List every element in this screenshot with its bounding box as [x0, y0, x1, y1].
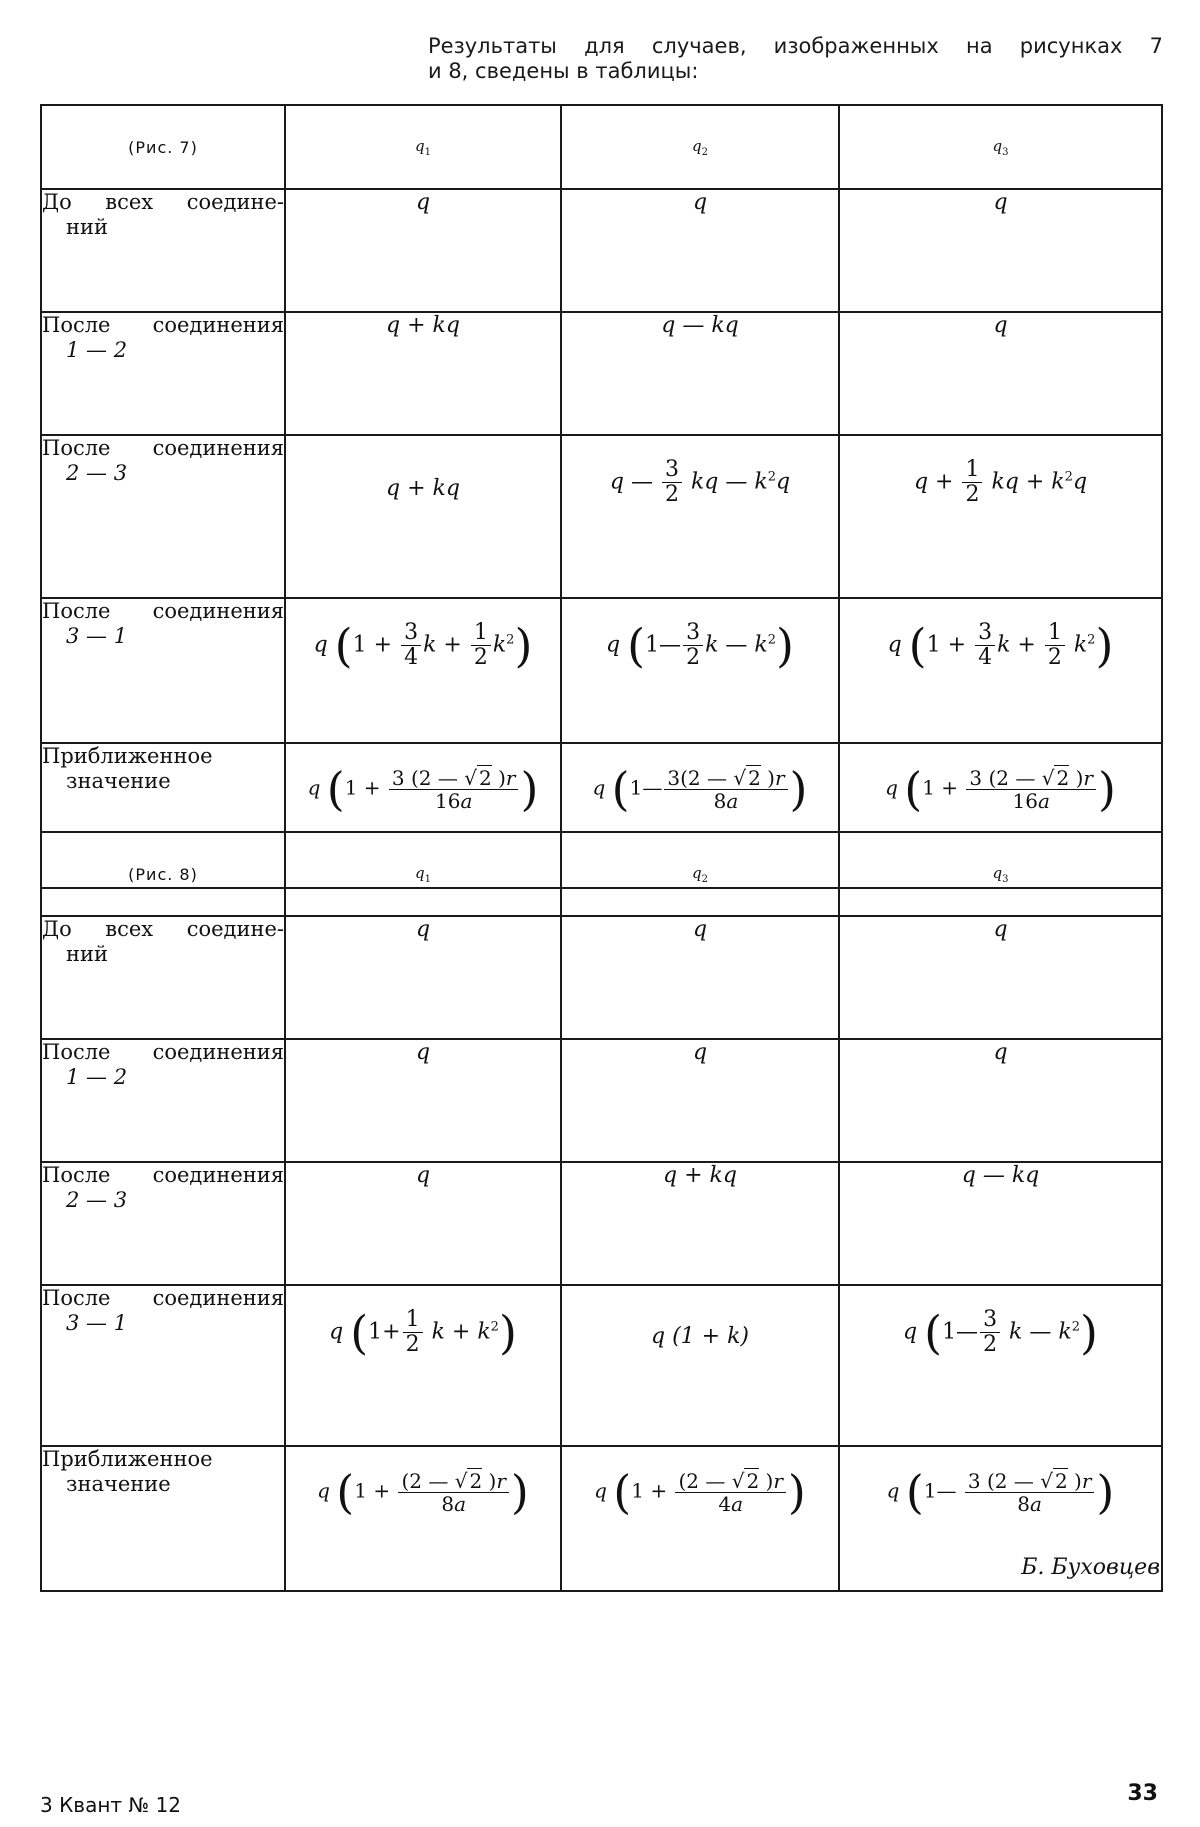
table-cell: [561, 1446, 839, 1591]
table-label: (Рис. 7): [128, 137, 198, 157]
formula: q (1— $\frac{3(2 — √ 2 )r}{8a}$ ): [592, 762, 808, 816]
table-cell: q: [561, 189, 839, 312]
column-header-q2: $q_2$: [561, 105, 839, 189]
row-label: После соединения 3 — 1: [41, 1285, 285, 1446]
table-cell: q: [561, 916, 839, 1039]
table-label: (Рис. 8): [128, 864, 198, 884]
table-cell: q + kq: [285, 312, 561, 435]
column-header-q1: $q_1$: [285, 105, 561, 189]
formula: q — $\frac{3}{2}$ kq — $k^2q$: [609, 457, 791, 508]
table-cell: q: [839, 916, 1162, 1039]
table-label-cell: [41, 105, 285, 189]
table-cell: q: [839, 1039, 1162, 1162]
footer-issue: 3 Квант № 12: [40, 1793, 182, 1817]
table-cell: q (1 + k): [561, 1285, 839, 1446]
table-cell: [561, 598, 839, 743]
column-header-q2: $q_2$: [561, 832, 839, 916]
intro-line-1: Результаты для случаев, изображенных на рисунках 7: [428, 34, 1163, 58]
page-number: 33: [1127, 1781, 1158, 1806]
table-cell: [839, 1285, 1162, 1446]
table-cell: q: [561, 1039, 839, 1162]
table-header-row: [41, 832, 1162, 916]
row-label: До всех соедине- ний: [41, 189, 285, 312]
column-header-q3: $q_3$: [839, 832, 1162, 916]
row-label: Приближенное значение: [41, 1446, 285, 1591]
table-cell: [839, 598, 1162, 743]
table-cell: q: [839, 312, 1162, 435]
formula: q (1— $\frac{3}{2}$ k — $k^2$): [903, 1305, 1098, 1360]
row-label: До всех соедине- ний: [41, 916, 285, 1039]
table-row: [41, 1446, 1162, 1591]
formula: q (1— $\frac{3}{2}$ k — $k^2$): [606, 618, 794, 673]
table-row: [41, 1039, 1162, 1162]
formula: q (1 + $\frac{3}{4}$ k + $\frac{1}{2}$ $k^2$): [887, 618, 1114, 673]
table-cell: q + kq: [561, 1162, 839, 1285]
formula: q (1 + $\frac{3 (2 — √ 2 )r}{16a}$ ): [307, 762, 539, 816]
table-label-cell: [41, 832, 285, 916]
table-row: [41, 1162, 1162, 1285]
formula: q (1+ $\frac{1}{2}$ $k + k^2$): [329, 1305, 517, 1360]
table-row: [41, 312, 1162, 435]
formula: q (1 + $\frac{(2 — √ 2 )r}{8a}$ ): [317, 1465, 529, 1519]
table-row: [41, 916, 1162, 1039]
table-cell: q: [285, 189, 561, 312]
row-label: После соединения 2 — 3: [41, 1162, 285, 1285]
table-cell: [285, 1446, 561, 1591]
row-label: После соединения 1 — 2: [41, 312, 285, 435]
row-label: После соединения 3 — 1: [41, 598, 285, 743]
table-cell: q — kq: [839, 1162, 1162, 1285]
table-row: [41, 435, 1162, 598]
formula: q (1 + $\frac{3}{4}$ k + $\frac{1}{2}$ $k^2$): [313, 618, 533, 673]
table-cell: q: [839, 189, 1162, 312]
table-row: [41, 598, 1162, 743]
formula: q (1 + $\frac{(2 — √ 2 )r}{4a}$ ): [594, 1465, 806, 1519]
table-cell: q: [285, 1162, 561, 1285]
row-label: После соединения 2 — 3: [41, 435, 285, 598]
table-cell: q + kq: [285, 435, 561, 598]
formula: q + $\frac{1}{2}$ kq + $k^2q$: [913, 457, 1088, 508]
table-cell: [285, 1285, 561, 1446]
table-row: [41, 1285, 1162, 1446]
table-row: [41, 189, 1162, 312]
table-cell: [839, 435, 1162, 598]
intro-line-2: и 8, сведены в таблицы:: [428, 59, 699, 83]
intro-paragraph: [428, 34, 1163, 84]
results-table-fig7: [40, 104, 1163, 889]
author-signature: Б. Буховцев: [1021, 1555, 1160, 1580]
column-header-q1: $q_1$: [285, 832, 561, 916]
column-header-q3: $q_3$: [839, 105, 1162, 189]
table-cell: [561, 435, 839, 598]
table-cell: [285, 598, 561, 743]
table-cell: q: [285, 1039, 561, 1162]
table-header-row: [41, 105, 1162, 189]
results-table-fig8: [40, 831, 1163, 1592]
formula: q (1— $\frac{3 (2 — √ 2 )r}{8a}$ ): [886, 1465, 1115, 1519]
row-label: Приближенное значение: [41, 743, 285, 888]
table-cell: q — kq: [561, 312, 839, 435]
table-cell: q: [285, 916, 561, 1039]
formula: q (1 + $\frac{3 (2 — √ 2 )r}{16a}$ ): [885, 762, 1116, 816]
row-label: После соединения 1 — 2: [41, 1039, 285, 1162]
